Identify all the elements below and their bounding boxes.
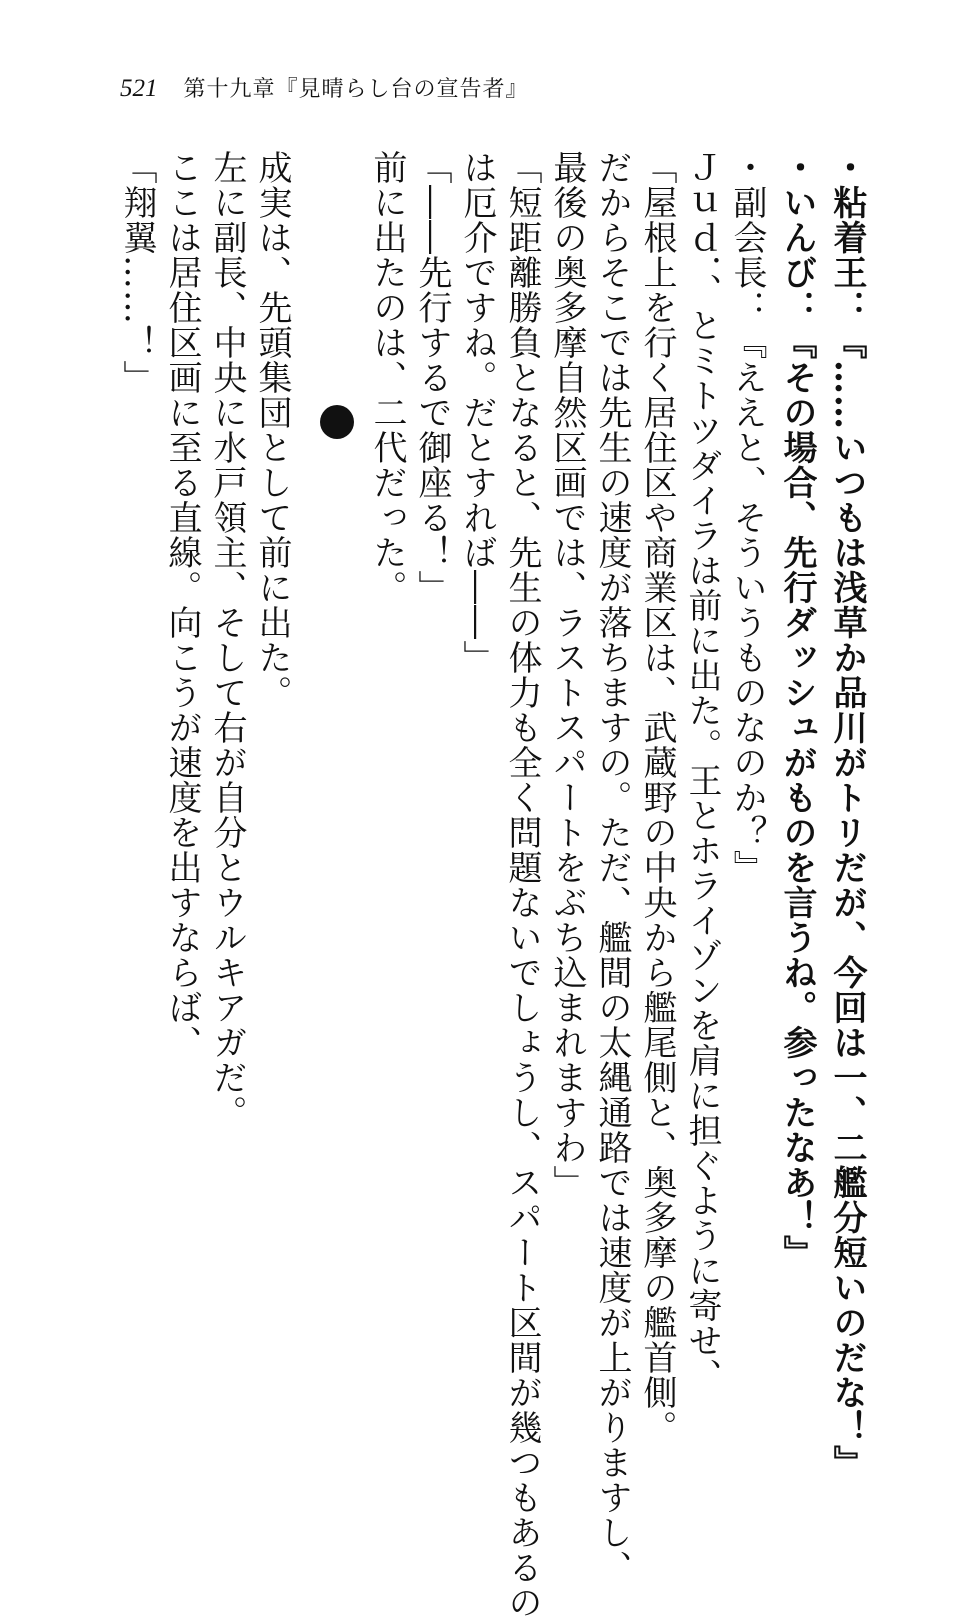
text-column: ・副会長：『ええと、そういうものなのか？』 bbox=[727, 150, 767, 885]
chapter-title: 第十九章『見晴らし台の宣告者』 bbox=[183, 77, 529, 102]
text-column: 「屋根上を行く居住区や商業区は、武蔵野の中央から艦尾側と、奥多摩の艦首側。 bbox=[637, 150, 677, 1445]
text-column: 「翔翼……！」 bbox=[117, 150, 157, 395]
text-column: 「短距離勝負となると、先生の体力も全く問題ないでしょうし、スパート区間が幾つもあるの bbox=[502, 150, 542, 1620]
text-column: 左に副長、中央に水戸領主、そして右が自分とウルキアガだ。 bbox=[207, 150, 247, 1130]
text-column: ・粘着王：『……いつもは浅草か品川がトリだが、今回は一、二艦分短いのだな！』 bbox=[827, 150, 867, 1480]
text-column: ・いんび：『その場合、先行ダッシュがものを言うね。参ったなあ！』 bbox=[777, 150, 817, 1270]
text-column: だからそこでは先生の速度が落ちますの。ただ、艦間の太縄通路では速度が上がりますし、 bbox=[592, 150, 632, 1585]
text-column: 成実は、先頭集団として前に出た。 bbox=[252, 150, 292, 710]
section-break-dot bbox=[320, 405, 354, 439]
text-column: 「――先行するで御座る！」 bbox=[412, 150, 452, 605]
text-column: 前に出たのは、二代だった。 bbox=[367, 150, 407, 605]
text-column: 最後の奥多摩自然区画では、ラストスパートをぶち込まれますわ」 bbox=[547, 150, 587, 1200]
text-column: Ｊｕｄ．、とミトツダイラは前に出た。王とホライゾンを肩に担ぐように寄せ、 bbox=[682, 150, 722, 1393]
text-column: ここは居住区画に至る直線。向こうが速度を出すならば、 bbox=[162, 150, 202, 1060]
text-column: は厄介ですね。だとすれば――」 bbox=[457, 150, 497, 675]
page-header bbox=[120, 72, 529, 112]
page-number: 521 bbox=[120, 75, 158, 102]
